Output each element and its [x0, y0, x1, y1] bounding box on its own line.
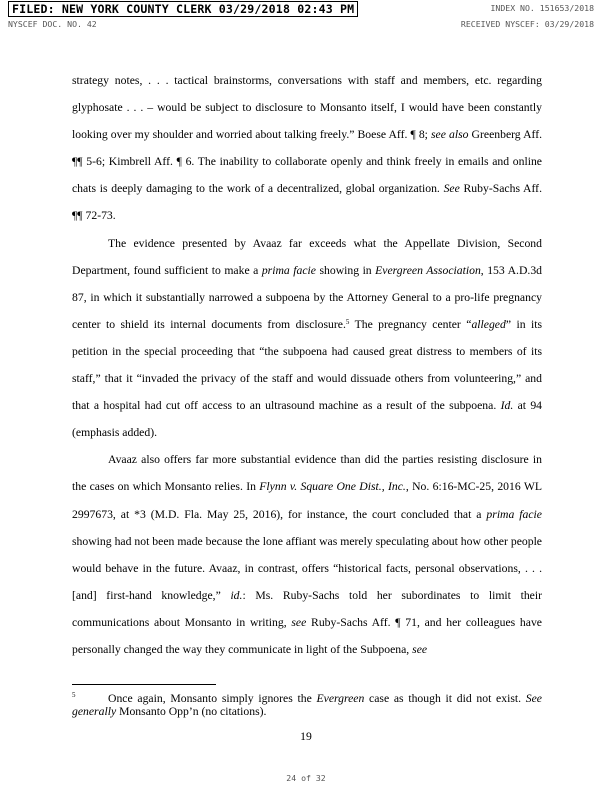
italic-run: Id. [500, 399, 514, 413]
text-run: Once again, Monsanto simply ignores the [108, 692, 317, 705]
text-run: Ruby-Sachs Aff. ¶¶ 72-73. [72, 182, 542, 223]
text-run: showing had not been made because the lone affiant was merely speculating about how other people would behave in the future. Avaaz, in contrast, offers “historical facts, personal observations, . . . [and] first-hand knowledge,” [72, 534, 542, 602]
text-run: The evidence presented by Avaaz far exceeds what the Appellate Division, Second Department, found sufficient to make a [72, 236, 542, 277]
received-stamp: RECEIVED NYSCEF: 03/29/2018 [460, 19, 594, 29]
italic-run: See [443, 182, 460, 196]
text-run: , 153 A.D.3d 87, in which it substantially narrowed a subpoena by the Attorney General to a pro-life pregnancy center to shield its internal documents from disclosure. [72, 263, 543, 331]
footnote-divider [72, 684, 216, 685]
italic-run: See generally [72, 692, 542, 719]
paragraph-2 [72, 230, 542, 447]
document-body [72, 67, 542, 663]
footnote-number: 5 [72, 691, 76, 699]
text-run: strategy notes, . . . tactical brainstorms, conversations with staff and members, etc. regarding glyphosate . . . – would be subject to disclosure to Monsanto itself, I would have been constantly looking over my shoulder and worried about talking freely.” Boese Aff. ¶ 8; [72, 74, 542, 142]
italic-run: Evergreen Association [375, 263, 481, 277]
text-run: Ruby-Sachs Aff. ¶ 71, and her colleagues have personally changed the way they communicate in light of the Subpoena, [72, 615, 542, 656]
index-number: INDEX NO. 151653/2018 [490, 3, 594, 13]
text-run: Monsanto Opp’n (no citations). [116, 705, 267, 719]
text-run: case as though it did not exist. [364, 692, 526, 705]
text-run: showing in [315, 263, 376, 277]
italic-run: id. [230, 588, 243, 602]
text-run: Greenberg Aff. ¶¶ 5-6; Kimbrell Aff. ¶ 6. The inability to collaborate openly and think freely in emails and online chats is deeply damaging to the work of a decentralized, global organization. [72, 128, 543, 196]
paragraph-1 [72, 67, 542, 230]
text-run: : Ms. Ruby-Sachs told her subordinates to limit their communications about Monsanto in writing, [72, 588, 542, 629]
text-run: , No. 6:16-MC-25, 2016 WL 2997673, at *3 (M.D. Fla. May 25, 2016), for instance, the court concluded that a [72, 480, 543, 521]
text-run: The pregnancy center “ [349, 317, 472, 331]
italic-run: see [412, 642, 428, 656]
text-run: ” in its petition in the special proceeding that “the subpoena had caused great distress to members of its staff,” that it “invaded the privacy of the staff and would dissuade others from volunteering,” and that a hospital had cut off access to an ultrasound machine as a result of the subpoena. [72, 317, 542, 413]
text-run: Avaaz also offers far more substantial evidence than did the parties resisting disclosure in the cases on which Monsanto relies. In [72, 453, 542, 494]
paragraph-3 [72, 446, 542, 663]
doc-number: NYSCEF DOC. NO. 42 [8, 19, 97, 29]
footnote-5 [72, 692, 542, 719]
italic-run: Flynn v. Square One Dist., Inc. [259, 480, 406, 494]
italic-run: see [291, 615, 307, 629]
italic-run: prima facie [486, 507, 542, 521]
page-count: 24 of 32 [286, 773, 326, 783]
italic-run: see also [431, 128, 469, 142]
italic-run: prima facie [261, 263, 316, 277]
italic-run: Evergreen [316, 692, 365, 705]
filed-stamp: FILED: NEW YORK COUNTY CLERK 03/29/2018 02:43 PM [8, 1, 358, 17]
text-run: at 94 (emphasis added). [72, 399, 543, 440]
italic-run: alleged [471, 317, 506, 331]
page-number: 19 [300, 730, 312, 743]
footnote-reference[interactable]: 5 [345, 317, 350, 326]
